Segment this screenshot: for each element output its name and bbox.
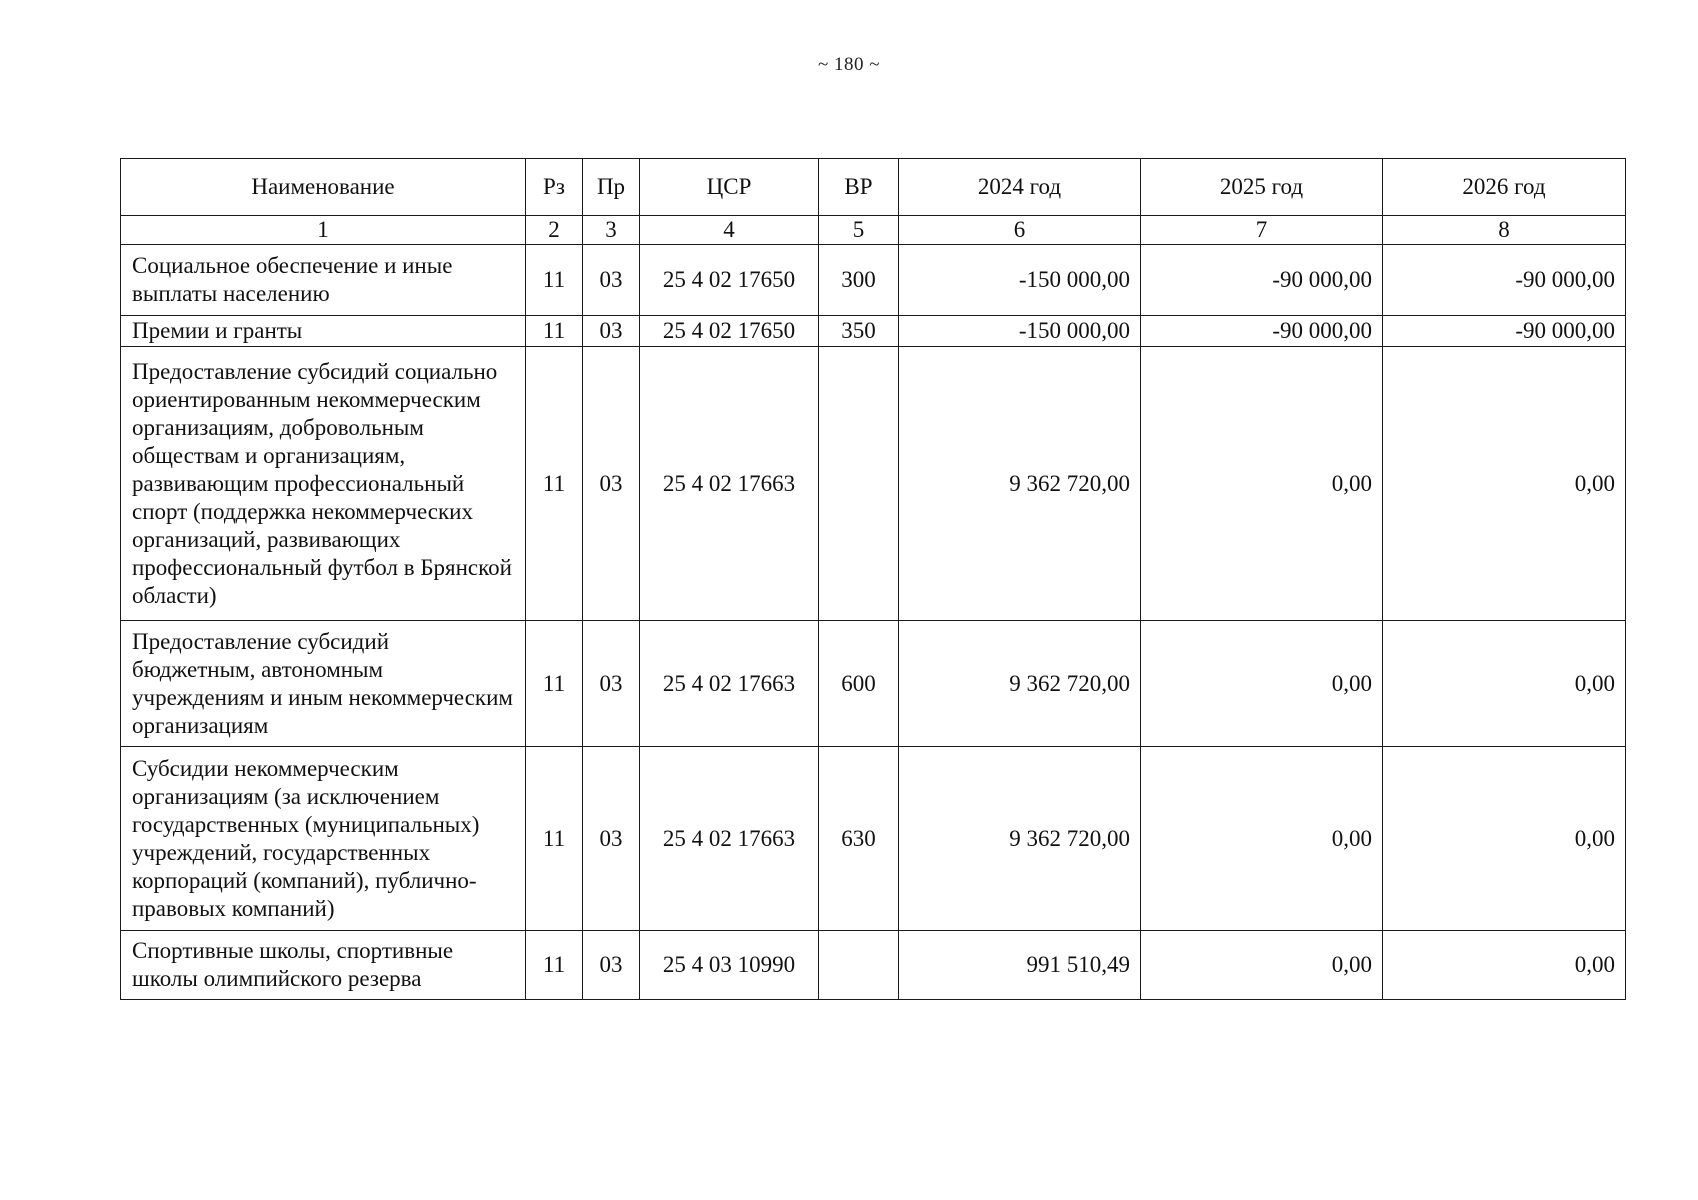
column-number: 5 <box>819 216 899 245</box>
row-2026: -90 000,00 <box>1383 316 1626 347</box>
column-number: 1 <box>121 216 526 245</box>
row-2024: 9 362 720,00 <box>899 347 1141 621</box>
row-name: Социальное обеспечение и иные выплаты населению <box>121 245 526 316</box>
row-csr: 25 4 03 10990 <box>640 931 819 1000</box>
row-2025: 0,00 <box>1141 621 1383 747</box>
row-2024: -150 000,00 <box>899 245 1141 316</box>
row-2025: -90 000,00 <box>1141 245 1383 316</box>
row-2024: -150 000,00 <box>899 316 1141 347</box>
header-cell-rz: Рз <box>526 159 583 216</box>
row-rz: 11 <box>526 316 583 347</box>
column-number: 4 <box>640 216 819 245</box>
row-rz: 11 <box>526 621 583 747</box>
row-csr: 25 4 02 17663 <box>640 621 819 747</box>
column-number-row <box>121 216 1626 245</box>
row-2024: 9 362 720,00 <box>899 621 1141 747</box>
row-2026: 0,00 <box>1383 931 1626 1000</box>
column-number: 6 <box>899 216 1141 245</box>
header-cell-vr: ВР <box>819 159 899 216</box>
row-vr: 630 <box>819 747 899 931</box>
header-cell-csr: ЦСР <box>640 159 819 216</box>
header-cell-2026: 2026 год <box>1383 159 1626 216</box>
row-csr: 25 4 02 17650 <box>640 316 819 347</box>
row-2024: 991 510,49 <box>899 931 1141 1000</box>
column-number: 8 <box>1383 216 1626 245</box>
row-2026: 0,00 <box>1383 621 1626 747</box>
row-pr: 03 <box>583 621 640 747</box>
header-cell-2024: 2024 год <box>899 159 1141 216</box>
row-2026: 0,00 <box>1383 747 1626 931</box>
column-number: 7 <box>1141 216 1383 245</box>
row-vr <box>819 347 899 621</box>
row-rz: 11 <box>526 747 583 931</box>
header-cell-name: Наименование <box>121 159 526 216</box>
row-2026: 0,00 <box>1383 347 1626 621</box>
column-number: 3 <box>583 216 640 245</box>
row-rz: 11 <box>526 245 583 316</box>
row-name: Предоставление субсидий социально ориентированным некоммерческим организациям, добровольным обществам и организациям, развивающим профессиональный спорт (поддержка некоммерческих организаций, развивающих профессиональный футбол в Брянской области) <box>121 347 526 621</box>
table-row <box>121 747 1626 931</box>
row-2024: 9 362 720,00 <box>899 747 1141 931</box>
row-2026: -90 000,00 <box>1383 245 1626 316</box>
row-csr: 25 4 02 17663 <box>640 747 819 931</box>
header-cell-2025: 2025 год <box>1141 159 1383 216</box>
row-rz: 11 <box>526 347 583 621</box>
header-cell-pr: Пр <box>583 159 640 216</box>
row-2025: 0,00 <box>1141 931 1383 1000</box>
row-name: Предоставление субсидий бюджетным, автономным учреждениям и иным некоммерческим организациям <box>121 621 526 747</box>
row-vr: 300 <box>819 245 899 316</box>
row-vr: 350 <box>819 316 899 347</box>
table-row <box>121 347 1626 621</box>
row-pr: 03 <box>583 347 640 621</box>
column-number: 2 <box>526 216 583 245</box>
row-rz: 11 <box>526 931 583 1000</box>
row-csr: 25 4 02 17650 <box>640 245 819 316</box>
table-row <box>121 621 1626 747</box>
page-number: ~ 180 ~ <box>817 54 881 75</box>
row-vr: 600 <box>819 621 899 747</box>
budget-table <box>120 158 1626 1000</box>
row-name: Субсидии некоммерческим организациям (за исключением государственных (муниципальных) учреждений, государственных корпораций (компаний), публично-правовых компаний) <box>121 747 526 931</box>
table-row <box>121 316 1626 347</box>
row-2025: 0,00 <box>1141 347 1383 621</box>
row-pr: 03 <box>583 931 640 1000</box>
row-2025: -90 000,00 <box>1141 316 1383 347</box>
row-pr: 03 <box>583 316 640 347</box>
row-name: Премии и гранты <box>121 316 526 347</box>
row-vr <box>819 931 899 1000</box>
row-pr: 03 <box>583 245 640 316</box>
row-name: Спортивные школы, спортивные школы олимпийского резерва <box>121 931 526 1000</box>
row-csr: 25 4 02 17663 <box>640 347 819 621</box>
row-pr: 03 <box>583 747 640 931</box>
table-row <box>121 931 1626 1000</box>
row-2025: 0,00 <box>1141 747 1383 931</box>
table-row <box>121 245 1626 316</box>
header-row <box>121 159 1626 216</box>
